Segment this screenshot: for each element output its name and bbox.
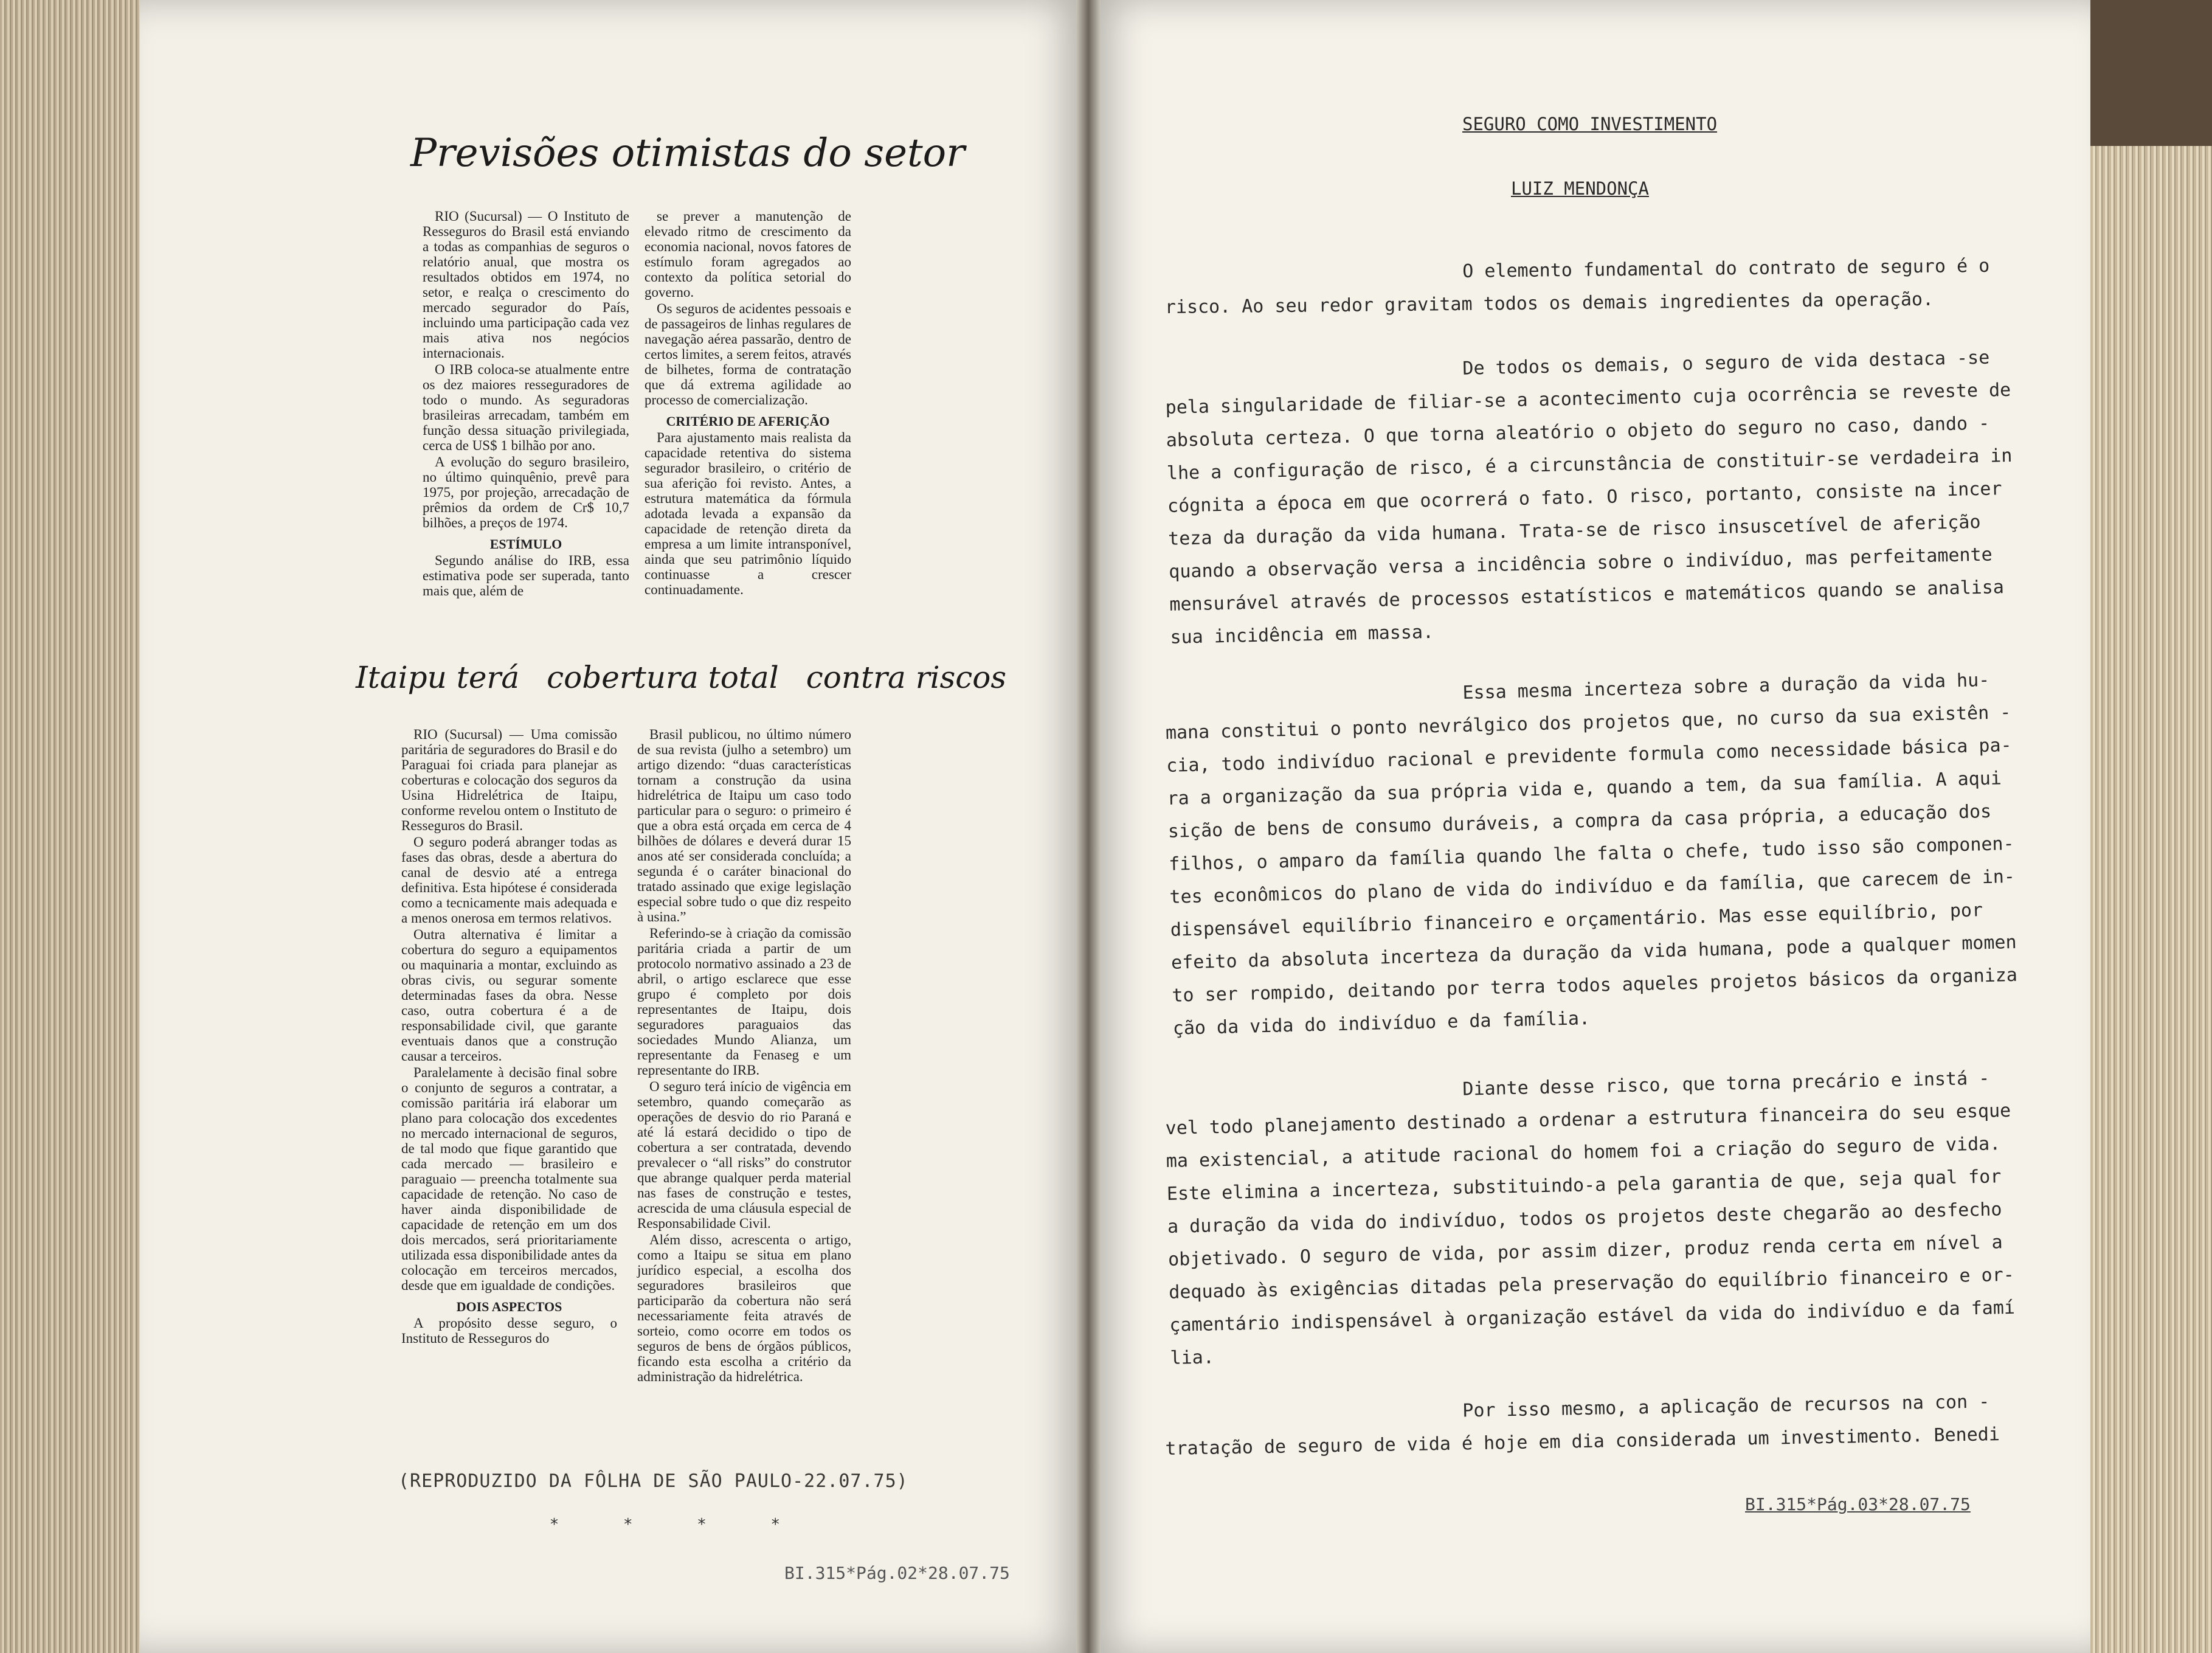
article2-subheading-dois-aspectos: DOIS ASPECTOS [456, 1299, 562, 1314]
typed-line: sua incidência em massa. [1170, 621, 1434, 648]
typed-line: a duração da vida do indivíduo, todos os projetos deste chegarão ao desfecho [1167, 1199, 2002, 1238]
separator-stars: * * * * [550, 1516, 810, 1534]
typed-line: tes econômicos do plano de vida do indivíduo e da família, que carecem de in- [1169, 865, 2016, 908]
book-page-edges-left [0, 0, 140, 1653]
typed-line: mensurável através de processos estatísticos e matemáticos quando se analisa [1169, 577, 2005, 615]
typed-line: lia. [1170, 1346, 1215, 1369]
article1-paragraph: Os seguros de acidentes pessoais e de passageiros de linhas regulares de navegação aérea passarão, dentro de certos limites, a serem feitos, através de bilhetes, forma de contratação que dá extrema agilidade ao processo de comercialização. [645, 301, 851, 407]
typed-line: ção da vida do indivíduo e da família. [1172, 1008, 1591, 1039]
article1-headline: Previsões otimistas do setor [410, 131, 965, 176]
article2-paragraph: Outra alternativa é limitar a cobertura do seguro a equipamentos ou maquinaria a montar, excluindo as obras civis, ou segurar somente determinadas fases da obra. Nesse caso, outra cobertura é a de responsabilidade civil, que garante eventuais danos que a construção causar a terceiros. [401, 927, 617, 1064]
typed-line: Por isso mesmo, a aplicação de recursos na con - [1462, 1391, 1990, 1422]
article2-paragraph: RIO (Sucursal) — Uma comissão paritária de seguradores do Brasil e do Paraguai foi criada para planejar as coberturas e colocação dos seguros da Usina Hidrelétrica de Itaipu, conforme revelou ontem o Instituto de Resseguros do Brasil. [401, 727, 617, 833]
typed-line: absoluta certeza. O que torna aleatório o objeto do seguro no caso, dando - [1166, 412, 1990, 451]
article1-paragraph: O IRB coloca-se atualmente entre os dez maiores resseguradores de todo o mundo. As seguradoras brasileiras arrecadam, também em função dessa situação privilegiada, cerca de US$ 1 bilhão por ano. [423, 362, 629, 453]
typed-line: Essa mesma incerteza sobre a duração da vida hu- [1462, 669, 1990, 704]
typed-line: filhos, o amparo da família quando lhe falta o chefe, tudo isso são componen- [1168, 833, 2015, 875]
article1-subheading-estimulo: ESTÍMULO [489, 536, 562, 552]
article2-column-2 [637, 727, 851, 1385]
typed-line: dequado às exigências ditadas pela preservação do equilíbrio financeiro e or- [1168, 1264, 2015, 1303]
typed-line: cógnita a época em que ocorrerá o fato. O risco, portanto, consiste na incer [1167, 478, 2002, 517]
typed-line: objetivado. O seguro de vida, por assim dizer, produz renda certa em nível a [1167, 1232, 2003, 1270]
article1-paragraph: Para ajustamento mais realista da capacidade retentiva do sistema segurador brasileiro, o critério de sua aferição foi revisto. Antes, a estrutura matemática da fórmula adotada levada a expansão da capacidade de retenção direta da empresa a um limite intransponível, ainda que seu patrimônio líquido continuasse a crescer continuadamente. [645, 430, 851, 597]
typed-line: mana constitui o ponto nevrálgico dos projetos que, no curso da sua existên - [1165, 702, 2011, 744]
article1-column-1 [423, 209, 629, 600]
article2-paragraph: Brasil publicou, no último número de sua revista (julho a setembro) um artigo dizendo: “duas características tornam a construção da usina hidrelétrica de Itaipu um caso todo particular para o seguro: o primeiro é que a obra está orçada em cerca de 4 bilhões de dólares e deverá durar 15 anos até ser considerada concluída; a segunda é o caráter binacional do tratado assinado que exige legislação especial sobre tudo o que diz respeito à usina.” [637, 727, 851, 924]
typed-line: tratação de seguro de vida é hoje em dia considerada um investimento. Benedi [1165, 1424, 2000, 1460]
right-page-number: BI.315*Pág.03*28.07.75 [1745, 1494, 1971, 1514]
typed-line: ma existencial, a atitude racional do homem foi a criação do seguro de vida. [1166, 1133, 2001, 1172]
article2-headline-part-b: cobertura total [547, 660, 779, 695]
typed-paragraph-4 [1164, 1062, 2016, 1375]
typed-paragraph-1 [1164, 250, 1990, 324]
typed-line: O elemento fundamental do contrato de seguro é o [1462, 255, 1990, 282]
typed-line: teza da duração da vida humana. Trata-se de risco insuscetível de aferição [1167, 511, 1981, 550]
typed-line: Diante desse risco, que torna precário e instá - [1462, 1067, 1990, 1100]
typed-line: quando a observação versa a incidência sobre o indivíduo, mas perfeitamente [1168, 544, 1993, 583]
article1-subheading-criterio: CRITÉRIO DE AFERIÇÃO [666, 414, 830, 429]
typed-paragraph-3 [1164, 665, 2018, 1045]
article2-paragraph: Paralelamente à decisão final sobre o conjunto de seguros a contratar, a comissão paritária irá elaborar um plano para colocação dos excedentes no mercado internacional de seguros, de tal modo que fique garantido que cada mercado — brasileiro e paraguaio — preencha totalmente sua capacidade de retenção. No caso de haver ainda disponibilidade de capacidade de retenção em um dos dois mercados, será prioritariamente utilizada essa disponibilidade antes da colocação em terceiros mercados, desde que em igualdade de condições. [401, 1065, 617, 1293]
typed-line: lhe a configuração de risco, é a circunstância de constituir-se verdadeira in [1166, 445, 2013, 484]
left-page-number: BI.315*Pág.02*28.07.75 [784, 1563, 1010, 1583]
article2-paragraph: O seguro terá início de vigência em setembro, quando começarão as operações de desvio do rio Paraná e até lá estará decidido o tipo de cobertura a ser contratada, devendo prevalecer o “all risks” do construtor que abrange qualquer perda material nas fases de construção e testes, acrescida de uma cláusula especial de Responsabilidade Civil. [637, 1079, 851, 1231]
article1-paragraph: se prever a manutenção de elevado ritmo de crescimento da economia nacional, novos fatores de estímulo foram agregados ao contexto da política setorial do governo. [645, 209, 851, 300]
typed-line: sição de bens de consumo duráveis, a compra da casa própria, a educação dos [1167, 800, 1992, 842]
article2-headline-part-a: Itaipu terá [356, 660, 520, 695]
book-page-edges-right [2090, 0, 2212, 1653]
book-cover-corner [2090, 0, 2212, 146]
article2-headline [356, 660, 1006, 695]
typed-line: De todos os demais, o seguro de vida destaca -se [1462, 347, 1990, 379]
typed-line: to ser rompido, deitando por terra todos aqueles projetos básicos da organiza [1172, 964, 2018, 1007]
article2-paragraph: O seguro poderá abranger todas as fases das obras, desde a abertura do canal de desvio até a entrega definitiva. Esta hipótese é considerada como a tecnicamente mais adequada e a menos onerosa em termos relativos. [401, 834, 617, 926]
article1-paragraph: RIO (Sucursal) — O Instituto de Resseguros do Brasil está enviando a todas as companhias de seguros o relatório anual, que mostra os resultados obtidos em 1974, no setor, e realça o crescimento do mercado segurador do País, incluindo uma participação cada vez mais ativa nos negócios internacionais. [423, 209, 629, 361]
article2-paragraph: A propósito desse seguro, o Instituto de Resseguros do [401, 1315, 617, 1346]
article2-paragraph: Referindo-se à criação da comissão paritária criada a partir de um protocolo normativo assinado a 23 de abril, o artigo esclarece que esse grupo é completo por dois representantes de Itaipu, dois seguradores paraguaios das sociedades Mundo Alianza, um representante da Fenaseg e um representante do IRB. [637, 926, 851, 1078]
typed-line: Este elimina a incerteza, substituindo-a pela garantia de que, seja qual for [1166, 1166, 2002, 1205]
article1-paragraph: Segundo análise do IRB, essa estimativa pode ser superada, tanto mais que, além de [423, 553, 629, 598]
typed-paragraph-2 [1164, 342, 2013, 654]
typed-line: efeito da absoluta incerteza da duração da vida humana, pode a qualquer momen [1170, 931, 2017, 974]
typed-line: çamentário indispensável à organização estável da vida do indivíduo e da famí [1169, 1297, 2016, 1336]
article2-paragraph: Além disso, acrescenta o artigo, como a Itaipu se situa em plano jurídico especial, a escolha dos seguradores brasileiros que participarão da cobertura não será necessariamente feita através de sorteio, como ocorre em todos os seguros de bens de órgãos públicos, ficando esta escolha a critério da administração da hidrelétrica. [637, 1232, 851, 1384]
typed-line: risco. Ao seu redor gravitam todos os demais ingredientes da operação. [1164, 288, 1934, 318]
article-author: LUIZ MENDONÇA [1511, 178, 1649, 199]
article2-headline-part-c: contra riscos [806, 660, 1007, 695]
book-gutter [1076, 0, 1101, 1653]
article1-column-2 [645, 209, 851, 598]
typed-line: pela singularidade de filiar-se a acontecimento cuja ocorrência se reveste de [1165, 379, 2011, 418]
article-title: SEGURO COMO INVESTIMENTO [1462, 114, 1718, 134]
article1-paragraph: A evolução do seguro brasileiro, no último quinquênio, prevê para 1975, por projeção, arrecadação de prêmios da ordem de Cr$ 10,7 bilhões, a preços de 1974. [423, 454, 629, 530]
reproduction-note: (REPRODUZIDO DA FÔLHA DE SÃO PAULO-22.07.75) [398, 1471, 908, 1492]
typed-line: cia, todo indivíduo racional e previdente formula como necessidade básica pa- [1166, 734, 2013, 777]
typed-line: dispensável equilíbrio financeiro e orçamentário. Mas esse equilíbrio, por [1170, 899, 1983, 941]
typed-line: ra a organização da sua própria vida e, quando a tem, da sua família. A aqui [1167, 768, 2002, 809]
typed-line: vel todo planejamento destinado a ordenar a estrutura financeira do seu esque [1165, 1100, 2011, 1139]
article2-column-1 [401, 727, 617, 1347]
